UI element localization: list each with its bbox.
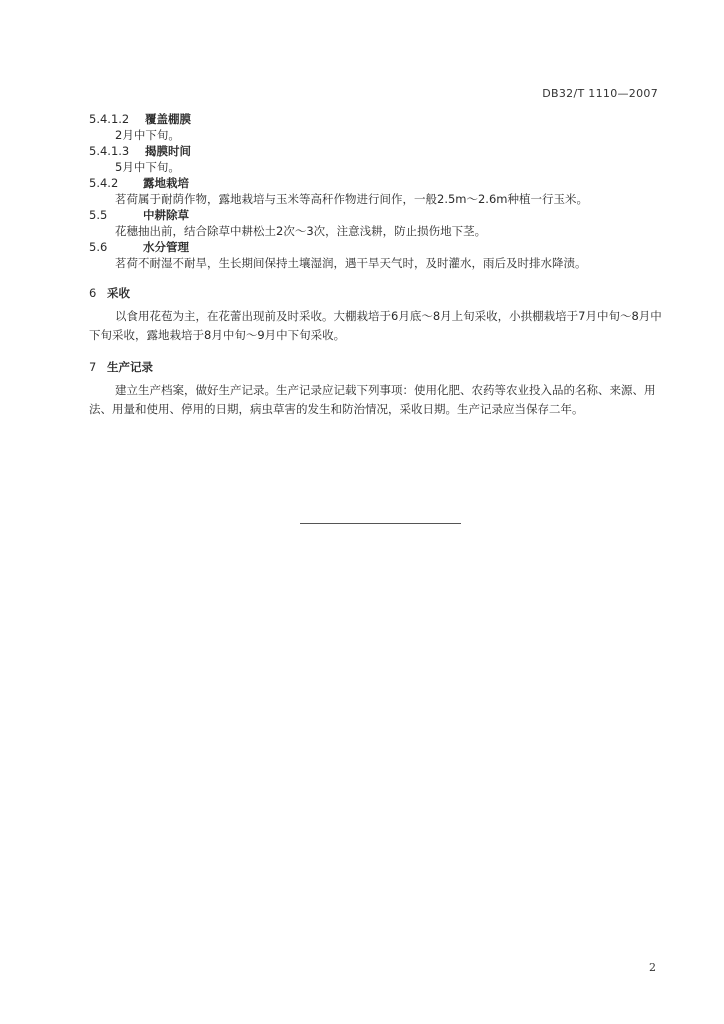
- section-number: 5.5: [89, 208, 108, 222]
- section-5-6-text: 茗荷不耐湿不耐旱，生长期间保持土壤湿润，遇干旱天气时，及时灌水，雨后及时排水降渍。: [115, 256, 587, 270]
- chapter-6-heading: [89, 285, 669, 301]
- section-5-4-1-3-text: 5月中下旬。: [115, 160, 180, 174]
- section-title: 揭膜时间: [145, 144, 191, 158]
- section-5-4-1-3-heading: [89, 143, 669, 159]
- chapter-title: 采收: [107, 286, 130, 300]
- page-number: 2: [649, 961, 656, 974]
- section-5-5-heading: [89, 207, 669, 223]
- chapter-7-text: 建立生产档案，做好生产记录。生产记录应记载下列事项：使用化肥、农药等农业投入品的名称、来源、用法、用量和使用、停用的日期，病虫草害的发生和防治情况，采收日期。生产记录应当保存二年。: [89, 383, 656, 416]
- section-5-6-heading: [89, 239, 669, 255]
- section-5-4-2-text: 茗荷属于耐荫作物，露地栽培与玉米等高秆作物进行间作，一般2.5m～2.6m种植一行玉米。: [115, 192, 588, 206]
- chapter-number: 7: [89, 360, 97, 374]
- section-5-4-2-heading: [89, 175, 669, 191]
- chapter-6-text: 以食用花苞为主，在花蕾出现前及时采收。大棚栽培于6月底～8月上旬采收，小拱棚栽培于7月中旬～8月中下旬采收，露地栽培于8月中旬～9月中下旬采收。: [89, 309, 662, 342]
- section-5-4-1-2-text: 2月中下旬。: [115, 128, 180, 142]
- end-of-document-line: [300, 523, 461, 524]
- section-title: 露地栽培: [143, 176, 189, 190]
- standard-code: DB32/T 1110—2007: [542, 87, 658, 100]
- section-5-5-text: 花穗抽出前，结合除草中耕松土2次～3次，注意浅耕，防止损伤地下茎。: [115, 224, 487, 238]
- section-title: 水分管理: [143, 240, 189, 254]
- section-5-4-1-2-heading: [89, 111, 669, 127]
- section-title: 中耕除草: [143, 208, 189, 222]
- section-number: 5.4.1.3: [89, 144, 130, 158]
- document-body: [89, 111, 669, 419]
- chapter-7-heading: [89, 359, 669, 375]
- section-number: 5.4.1.2: [89, 112, 130, 126]
- chapter-number: 6: [89, 286, 97, 300]
- chapter-title: 生产记录: [107, 360, 153, 374]
- section-title: 覆盖棚膜: [145, 112, 191, 126]
- section-number: 5.6: [89, 240, 108, 254]
- section-number: 5.4.2: [89, 176, 119, 190]
